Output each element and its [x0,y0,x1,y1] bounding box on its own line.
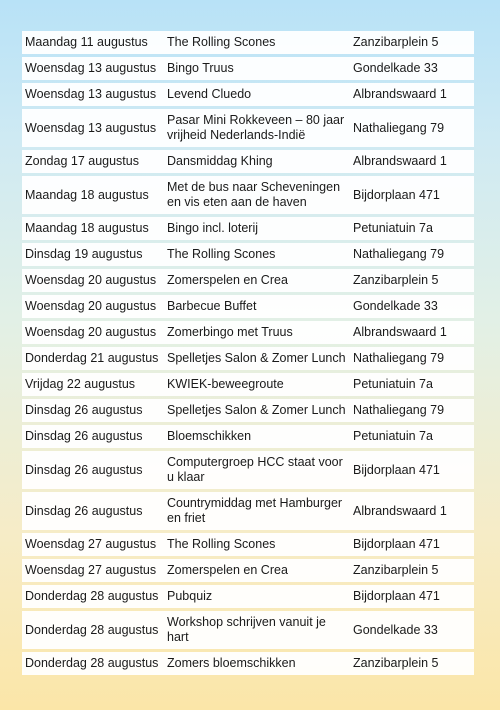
date-cell: Vrijdag 22 augustus [25,377,136,391]
activity-cell: Barbecue Buffet [167,299,257,313]
schedule-row [22,425,474,448]
schedule-row [22,559,474,582]
schedule-row [22,585,474,608]
schedule-row [22,217,474,240]
activity-cell: Computergroep HCC staat voor u klaar [167,455,343,484]
activity-cell: Pubquiz [167,589,213,603]
date-cell: Woensdag 20 augustus [25,325,157,339]
activity-cell: KWIEK-beweegroute [167,377,284,391]
activity-cell: Met de bus naar Scheveningen en vis eten aan de haven [167,180,341,209]
activity-cell: Zomerspelen en Crea [167,273,288,287]
location-cell: Gondelkade 33 [353,622,438,637]
location-cell: Bijdorplaan 471 [353,187,440,202]
location-cell: Gondelkade 33 [353,299,438,313]
location-cell: Albrandswaard 1 [353,503,447,518]
schedule-row [22,176,474,214]
location-cell: Bijdorplaan 471 [353,589,440,603]
date-cell: Dinsdag 26 augustus [25,403,143,417]
activity-cell: Pasar Mini Rokkeveen – 80 jaar vrijheid Nederlands-Indië [167,113,345,142]
activity-cell: Levend Cluedo [167,87,252,101]
schedule-row [22,57,474,80]
date-cell: Woensdag 27 augustus [25,563,157,577]
schedule-row [22,243,474,266]
date-cell: Donderdag 21 augustus [25,351,159,365]
schedule-row [22,31,474,54]
location-cell: Petuniatuin 7a [353,377,433,391]
schedule-row [22,611,474,649]
schedule-row [22,373,474,396]
schedule-row [22,321,474,344]
activity-cell: Spelletjes Salon & Zomer Lunch [167,403,346,417]
activity-cell: The Rolling Scones [167,247,276,261]
activity-cell: Countrymiddag met Hamburger en friet [167,496,343,525]
date-cell: Woensdag 20 augustus [25,273,157,287]
date-cell: Woensdag 13 augustus [25,61,157,75]
date-cell: Woensdag 27 augustus [25,537,157,551]
activity-cell: The Rolling Scones [167,35,276,49]
date-cell: Donderdag 28 augustus [25,589,159,603]
activity-cell: Workshop schrijven vanuit je hart [167,615,326,644]
schedule-body [22,31,474,675]
activity-cell: Bingo incl. loterij [167,221,259,235]
location-cell: Petuniatuin 7a [353,429,433,443]
activity-cell: The Rolling Scones [167,537,276,551]
date-cell: Dinsdag 26 augustus [25,429,143,443]
activity-cell: Dansmiddag Khing [167,154,273,168]
date-cell: Woensdag 20 augustus [25,299,157,313]
date-cell: Dinsdag 26 augustus [25,503,143,518]
date-cell: Donderdag 28 augustus [25,656,159,670]
location-cell: Bijdorplaan 471 [353,537,440,551]
location-cell: Zanzibarplein 5 [353,563,439,577]
schedule-row [22,150,474,173]
location-cell: Gondelkade 33 [353,61,438,75]
location-cell: Bijdorplaan 471 [353,462,440,477]
location-cell: Zanzibarplein 5 [353,656,439,670]
location-cell: Zanzibarplein 5 [353,35,439,49]
schedule-row [22,295,474,318]
schedule-row [22,533,474,556]
location-cell: Petuniatuin 7a [353,221,433,235]
date-cell: Zondag 17 augustus [25,154,139,168]
activity-cell: Bloemschikken [167,429,252,443]
date-cell: Maandag 11 augustus [25,35,148,49]
schedule-row [22,83,474,106]
activity-cell: Zomerspelen en Crea [167,563,288,577]
date-cell: Dinsdag 26 augustus [25,462,143,477]
date-cell: Woensdag 13 augustus [25,120,157,135]
location-cell: Nathaliegang 79 [353,120,445,135]
schedule-row [22,451,474,489]
location-cell: Albrandswaard 1 [353,325,447,339]
schedule-row [22,492,474,530]
date-cell: Dinsdag 19 augustus [25,247,143,261]
location-cell: Albrandswaard 1 [353,154,447,168]
location-cell: Nathaliegang 79 [353,247,445,261]
location-cell: Nathaliegang 79 [353,351,445,365]
activity-cell: Spelletjes Salon & Zomer Lunch [167,351,346,365]
schedule-row [22,347,474,370]
schedule-row [22,652,474,675]
schedule-row [22,399,474,422]
activity-cell: Zomers bloemschikken [167,656,296,670]
activity-cell: Zomerbingo met Truus [167,325,293,339]
activity-cell: Bingo Truus [167,61,234,75]
date-cell: Maandag 18 augustus [25,187,149,202]
date-cell: Donderdag 28 augustus [25,622,159,637]
schedule-row [22,269,474,292]
date-cell: Woensdag 13 augustus [25,87,157,101]
date-cell: Maandag 18 augustus [25,221,149,235]
location-cell: Zanzibarplein 5 [353,273,439,287]
schedule-row [22,109,474,147]
location-cell: Nathaliegang 79 [353,403,445,417]
activity-schedule-table [22,28,474,678]
location-cell: Albrandswaard 1 [353,87,447,101]
